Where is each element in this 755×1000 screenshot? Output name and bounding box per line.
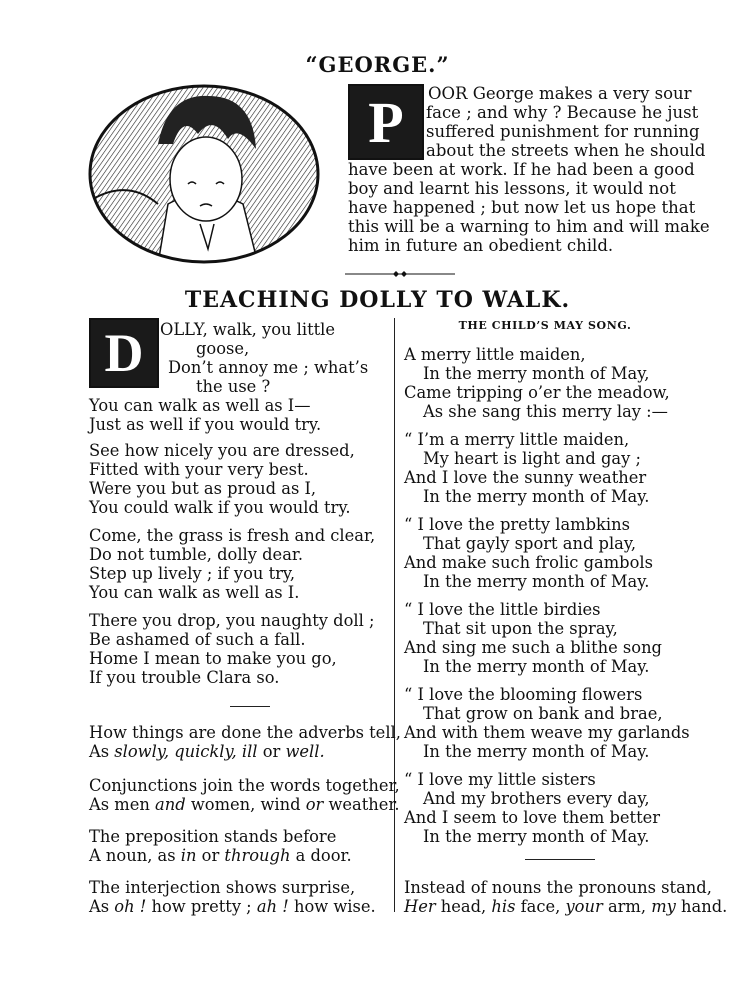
george-title: “GEORGE.” — [305, 52, 450, 77]
grammar-line: Instead of nouns the pronouns stand, — [404, 878, 712, 897]
poem-line: Don’t annoy me ; what’s — [168, 358, 369, 377]
song-line: “ I love my little sisters — [404, 770, 596, 789]
george-drop-cap: P — [348, 84, 424, 160]
song-line: And with them weave my garlands — [404, 723, 690, 742]
song-line: My heart is light and gay ; — [423, 449, 641, 468]
poem-line: Just as well if you would try. — [89, 415, 322, 434]
george-line: this will be a warning to him and will make — [348, 217, 710, 236]
section-rule — [230, 706, 270, 707]
poem-line: Come, the grass is fresh and clear, — [89, 526, 376, 545]
poem-line: Do not tumble, dolly dear. — [89, 545, 304, 564]
song-line: That gayly sport and play, — [423, 534, 637, 553]
song-line: “ I love the pretty lambkins — [404, 515, 630, 534]
grammar-line: A noun, as in or through a door. — [89, 846, 352, 865]
song-line: And sing me such a blithe song — [404, 638, 662, 657]
song-line: And I love the sunny weather — [404, 468, 647, 487]
george-line: face ; and why ? Because he just — [426, 103, 699, 122]
poem-line: You can walk as well as I— — [89, 396, 311, 415]
george-line: about the streets when he should — [426, 141, 706, 160]
grammar-line: The preposition stands before — [89, 827, 337, 846]
song-line: “ I love the little birdies — [404, 600, 601, 619]
song-line: In the merry month of May. — [423, 827, 650, 846]
dolly-drop-cap: D — [89, 318, 159, 388]
grammar-line: As slowly, quickly, ill or well. — [89, 742, 325, 761]
song-line: A merry little maiden, — [404, 345, 586, 364]
grammar-line: Conjunctions join the words together, — [89, 776, 400, 795]
song-line: In the merry month of May. — [423, 657, 650, 676]
george-line: have been at work. If he had been a good — [348, 160, 695, 179]
song-line: “ I love the blooming flowers — [404, 685, 643, 704]
george-line: have happened ; but now let us hope that — [348, 198, 696, 217]
song-line: That sit upon the spray, — [423, 619, 618, 638]
grammar-line: As men and women, wind or weather. — [89, 795, 400, 814]
poem-line: Step up lively ; if you try, — [89, 564, 296, 583]
george-line: OOR George makes a very sour — [428, 84, 692, 103]
song-line: And I seem to love them better — [404, 808, 661, 827]
poem-line: Fitted with your very best. — [89, 460, 309, 479]
poem-line: Were you but as proud as I, — [89, 479, 317, 498]
grammar-line: The interjection shows surprise, — [89, 878, 356, 897]
song-line: Came tripping o’er the meadow, — [404, 383, 670, 402]
song-line: In the merry month of May. — [423, 572, 650, 591]
song-line: That grow on bank and brae, — [423, 704, 663, 723]
george-line: boy and learnt his lessons, it would not — [348, 179, 676, 198]
song-title: THE CHILD’S MAY SONG. — [458, 319, 632, 332]
grammar-line: As oh ! how pretty ; ah ! how wise. — [89, 897, 376, 916]
song-line: And my brothers every day, — [423, 789, 650, 808]
section-rule — [525, 859, 595, 860]
poem-line: There you drop, you naughty doll ; — [89, 611, 375, 630]
poem-line: You could walk if you would try. — [89, 498, 351, 517]
song-line: And make such frolic gambols — [404, 553, 653, 572]
poem-line: goose, — [196, 339, 250, 358]
poem-line: Home I mean to make you go, — [89, 649, 337, 668]
song-line: “ I’m a merry little maiden, — [404, 430, 630, 449]
poem-line: If you trouble Clara so. — [89, 668, 280, 687]
george-line: him in future an obedient child. — [348, 236, 614, 255]
grammar-line: Her head, his face, your arm, my hand. — [404, 897, 728, 916]
george-line: suffered punishment for running — [426, 122, 700, 141]
column-divider — [394, 318, 395, 912]
poem-line: the use ? — [196, 377, 271, 396]
poem-line: OLLY, walk, you little — [160, 320, 335, 339]
song-line: In the merry month of May. — [423, 487, 650, 506]
song-line: In the merry month of May, — [423, 364, 650, 383]
poem-line: See how nicely you are dressed, — [89, 441, 355, 460]
grammar-line: How things are done the adverbs tell, — [89, 723, 401, 742]
dolly-title: TEACHING DOLLY TO WALK. — [184, 287, 571, 313]
george-illustration — [88, 84, 320, 264]
ornamental-divider — [345, 271, 455, 277]
song-line: As she sang this merry lay :— — [423, 402, 668, 421]
poem-line: You can walk as well as I. — [89, 583, 300, 602]
song-line: In the merry month of May. — [423, 742, 650, 761]
poem-line: Be ashamed of such a fall. — [89, 630, 306, 649]
